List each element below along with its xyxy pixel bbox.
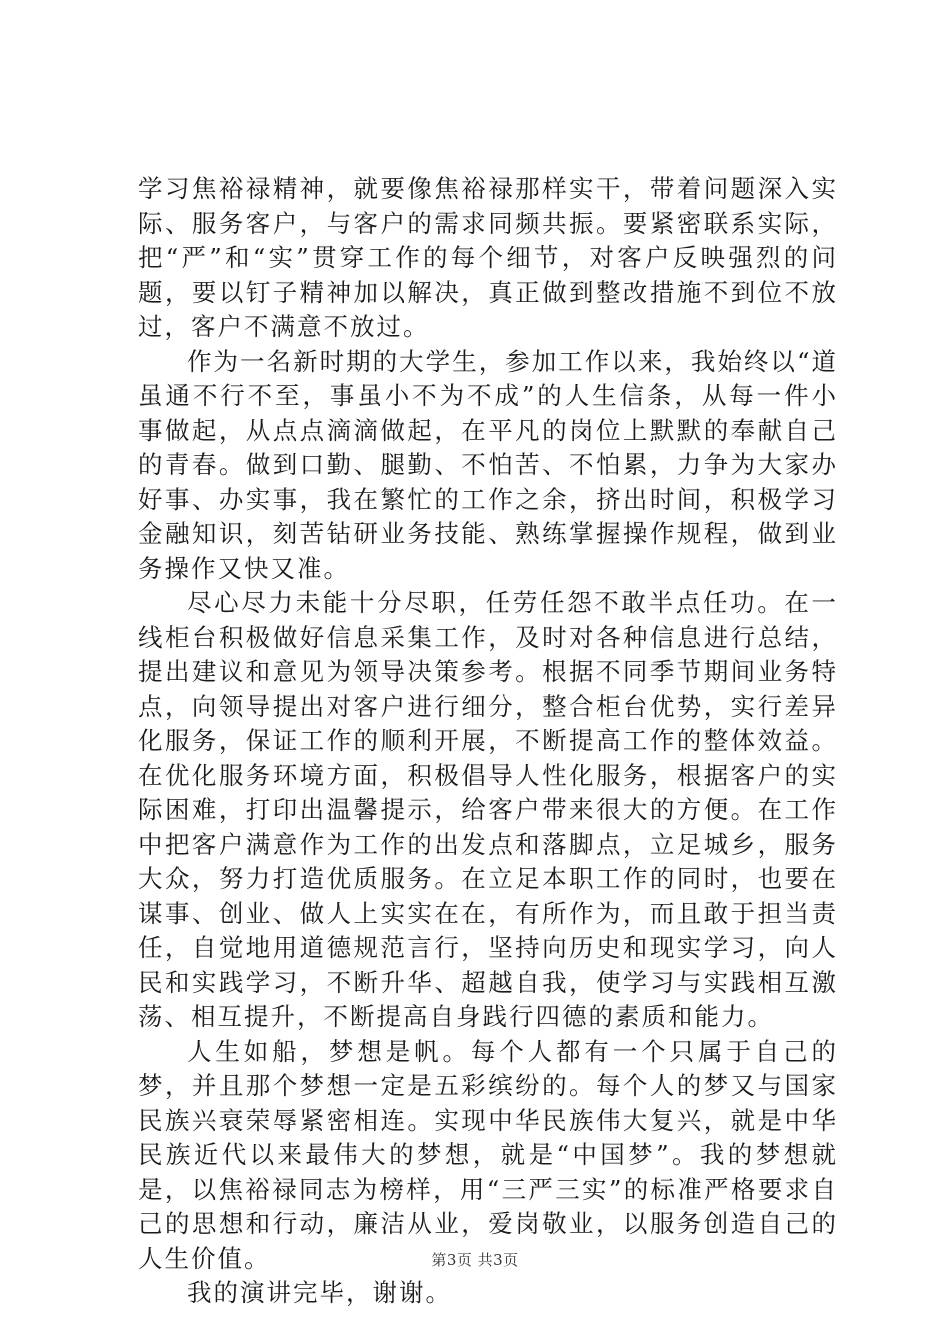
paragraph-3: 尽心尽力未能十分尽职，任劳任怨不敢半点任功。在一线柜台积极做好信息采集工作，及时对各种信息进行总结，提出建议和意见为领导决策参考。根据不同季节期间业务特点，向领导提出对客户进行细分，整合柜台优势，实行差异化服务，保证工作的顺利开展，不断提高工作的整体效益。在优化服务环境方面，积极倡导人性化服务，根据客户的实际困难，打印出温馨提示，给客户带来很大的方便。在工作中把客户满意作为工作的出发点和落脚点，立足城乡，服务大众，努力打造优质服务。在立足本职工作的同时，也要在谋事、创业、做人上实实在在，有所作为，而且敢于担当责任，自觉地用道德规范言行，坚持向历史和现实学习，向人民和实践学习，不断升华、超越自我，使学习与实践相互激荡、相互提升，不断提高自身践行四德的素质和能力。 <box>138 588 838 1031</box>
page-number-footer: 第3页 共3页 <box>431 1251 519 1269</box>
document-body <box>138 172 838 1311</box>
paragraph-5: 我的演讲完毕，谢谢。 <box>187 1278 452 1307</box>
paragraph-1: 学习焦裕禄精神，就要像焦裕禄那样实干，带着问题深入实际、服务客户，与客户的需求同频共振。要紧密联系实际，把“严”和“实”贯穿工作的每个细节，对客户反映强烈的问题，要以钉子精神加以解决，真正做到整改措施不到位不放过，客户不满意不放过。 <box>138 174 838 341</box>
paragraph-4: 人生如船，梦想是帆。每个人都有一个只属于自己的梦，并且那个梦想一定是五彩缤纷的。每个人的梦又与国家民族兴衰荣辱紧密相连。实现中华民族伟大复兴，就是中华民族近代以来最伟大的梦想，就是“中国梦”。我的梦想就是，以焦裕禄同志为榜样，用“三严三实”的标准严格要求自己的思想和行动，廉洁从业，爱岗敬业，以服务创造自己的人生价值。 <box>138 1036 838 1273</box>
paragraph-2: 作为一名新时期的大学生，参加工作以来，我始终以“道虽通不行不至，事虽小不为不成”的人生信条，从每一件小事做起，从点点滴滴做起，在平凡的岗位上默默的奉献自己的青春。做到口勤、腿勤、不怕苦、不怕累，力争为大家办好事、办实事，我在繁忙的工作之余，挤出时间，积极学习金融知识，刻苦钻研业务技能、熟练掌握操作规程，做到业务操作又快又准。 <box>138 346 838 583</box>
